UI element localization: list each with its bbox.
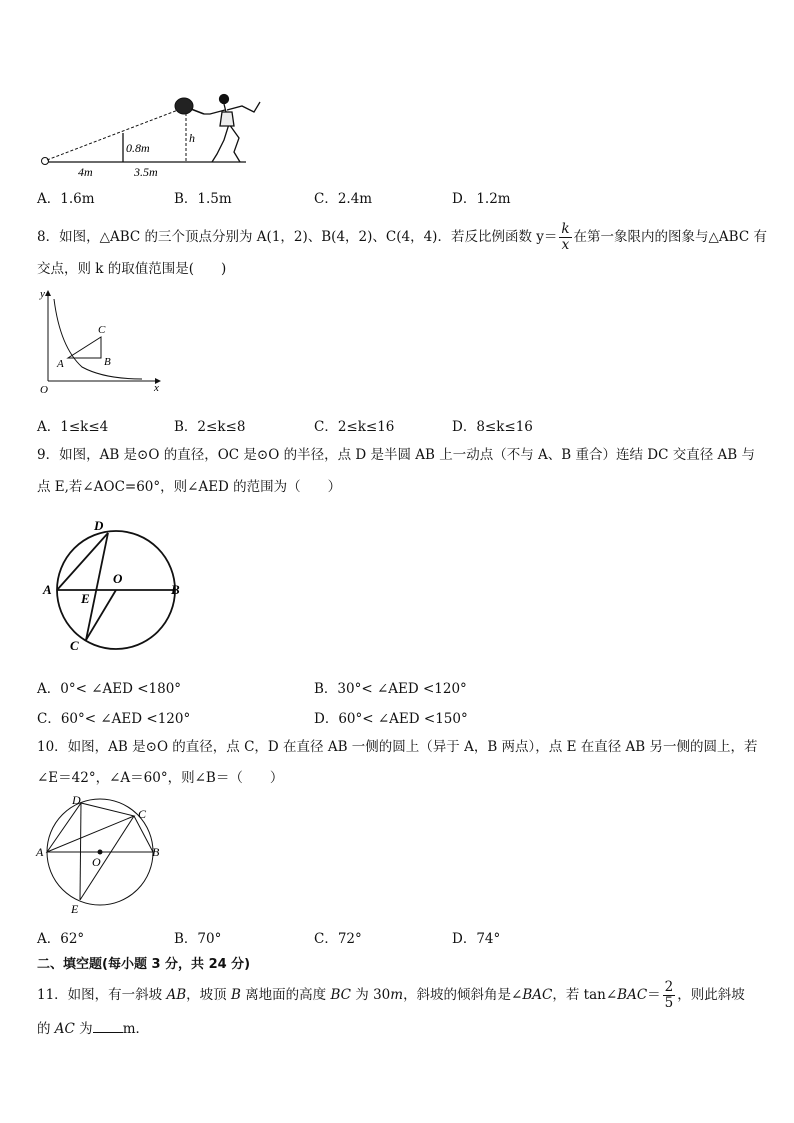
q11-t8: ，则此斜坡: [677, 987, 745, 1003]
center-o-label: O: [113, 571, 123, 586]
ball-icon: [42, 158, 49, 165]
point-c-label: C: [98, 324, 106, 336]
q7-option-d[interactable]: D．1.2m: [452, 191, 511, 207]
q8-option-b[interactable]: B．2≤k≤8: [174, 419, 246, 435]
q11-bac: BAC: [522, 987, 553, 1003]
q10-option-c[interactable]: C．72°: [314, 931, 362, 947]
q11-t7: ＝: [647, 987, 661, 1003]
q11-stem-line1: [37, 980, 745, 1011]
point-c-label: C: [138, 807, 147, 821]
q8-fraction: [559, 222, 571, 253]
q11-b: B: [230, 987, 241, 1003]
racket-icon: [175, 98, 193, 114]
section-heading: 二、填空题(每小题 3 分，共 24 分): [37, 957, 251, 972]
q8-frac-den: x: [561, 237, 570, 253]
q7-option-b[interactable]: B．1.5m: [174, 191, 232, 207]
q11-frac-den: 5: [664, 995, 674, 1011]
q11-ab: AB: [166, 987, 187, 1003]
q11-m: m: [390, 987, 404, 1003]
center-o-label: O: [92, 855, 101, 869]
point-b-label: B: [104, 356, 111, 368]
q10-stem-line1: 10．如图，AB 是⊙O 的直径，点 C，D 在直径 AB 一侧的圆上（异于 A，B 两点），点 E 在直径 AB 另一侧的圆上，若: [37, 739, 758, 755]
q10-stem-line2: ∠E＝42°，∠A＝60°，则∠B＝（ ）: [37, 770, 284, 786]
q11-bc: BC: [330, 987, 351, 1003]
q9-figure: [40, 514, 190, 654]
q8-frac-num: k: [561, 221, 570, 237]
q7-figure: [34, 92, 274, 182]
label-0.8m: 0.8m: [126, 141, 150, 155]
q11-bac2: BAC: [617, 987, 648, 1003]
q9-option-b[interactable]: B．30°< ∠AED <120°: [314, 681, 467, 697]
q8-option-d[interactable]: D．8≤k≤16: [452, 419, 533, 435]
q9-stem-line1: 9．如图，AB 是⊙O 的直径，OC 是⊙O 的半径，点 D 是半圆 AB 上一动点（不与 A、B 重合）连结 DC 交直径 AB 与: [37, 447, 755, 463]
point-a-label: A: [36, 845, 44, 859]
tennis-player-icon: [204, 95, 260, 163]
axis-y-label: y: [40, 288, 45, 300]
q9-option-d[interactable]: D．60°< ∠AED <150°: [314, 711, 468, 727]
q7-option-a[interactable]: A．1.6m: [37, 191, 95, 207]
q11-frac-num: 2: [664, 979, 674, 995]
point-a-label: A: [43, 582, 52, 597]
axis-x-label: x: [154, 382, 159, 394]
q11-t4: 为 30: [350, 987, 391, 1003]
q8-stem-line1: [37, 222, 767, 253]
point-b-label: B: [171, 582, 180, 597]
q8-option-a[interactable]: A．1≤k≤4: [37, 419, 109, 435]
q9-option-a[interactable]: A．0°< ∠AED <180°: [37, 681, 182, 697]
q8-figure: [34, 285, 169, 400]
point-a-label: A: [57, 358, 64, 370]
point-d-label: D: [72, 793, 81, 807]
point-d-label: D: [94, 518, 104, 533]
point-b-label: B: [152, 845, 160, 859]
q11-ac: AC: [54, 1021, 75, 1037]
q11-t1: 11．如图，有一斜坡: [37, 987, 167, 1003]
q10-option-b[interactable]: B．70°: [174, 931, 222, 947]
q11-stem-line2: [37, 1018, 149, 1038]
q8-text-a: 8．如图，△ABC 的三个顶点分别为 A(1，2)、B(4，2)、C(4，4)．若反比例函数 y＝: [37, 229, 558, 245]
q7-option-c[interactable]: C．2.4m: [314, 191, 373, 207]
q8-stem-line2: 交点，则 k 的取值范围是( ): [37, 261, 227, 277]
q11-answer-blank[interactable]: [93, 1018, 123, 1033]
q10-option-d[interactable]: D．74°: [452, 931, 501, 947]
q11-t10: 为: [74, 1021, 93, 1037]
label-3.5m: 3.5m: [134, 165, 158, 179]
label-4m: 4m: [78, 165, 93, 179]
q10-figure: [34, 792, 169, 922]
label-h: h: [189, 131, 195, 145]
point-c-label: C: [70, 638, 79, 653]
q11-t9: 的: [37, 1021, 55, 1037]
point-e-label: E: [81, 591, 90, 606]
q8-text-b: 在第一象限内的图象与△ABC 有: [573, 229, 767, 245]
q11-t11: m．: [122, 1021, 149, 1037]
point-e-label: E: [71, 902, 79, 916]
origin-label: O: [40, 384, 48, 396]
q11-t6: ，若 tan∠: [552, 987, 618, 1003]
q8-option-c[interactable]: C．2≤k≤16: [314, 419, 395, 435]
q11-t2: ，坡顶: [186, 987, 231, 1003]
q10-option-a[interactable]: A．62°: [37, 931, 85, 947]
q9-option-c[interactable]: C．60°< ∠AED <120°: [37, 711, 191, 727]
q11-fraction: [663, 980, 676, 1011]
q9-stem-line2: 点 E,若∠AOC=60°，则∠AED 的范围为（ ）: [37, 479, 342, 495]
q11-t5: ，斜坡的倾斜角是∠: [403, 987, 523, 1003]
q11-t3: 离地面的高度: [240, 987, 331, 1003]
